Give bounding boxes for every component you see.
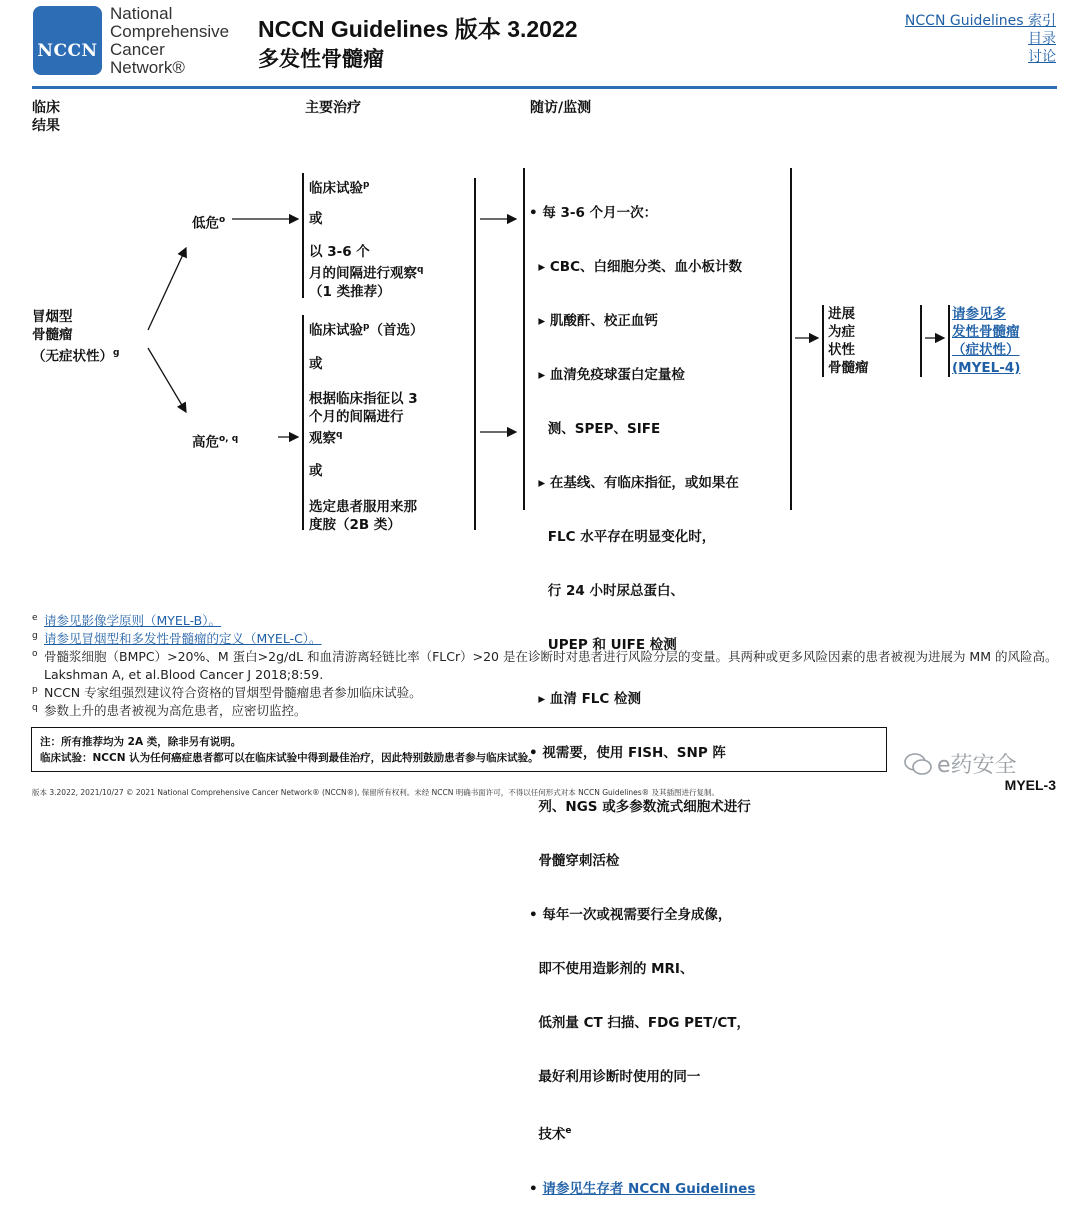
progress-line: 状性 — [828, 342, 855, 358]
column-header-primary: 主要治疗 — [305, 100, 361, 116]
progress-node — [828, 305, 869, 377]
condition-line: 骨髓瘤 — [32, 327, 73, 343]
low-risk-label: 低危 — [192, 215, 219, 232]
org-line: Cancer — [110, 40, 165, 59]
footnote — [32, 612, 1062, 630]
footnote-ref: o — [219, 215, 226, 225]
footnote-ref: g — [113, 348, 120, 358]
or-text: 或 — [309, 356, 323, 372]
progress-line: 为症 — [828, 324, 855, 340]
observe-line: 根据临床指征以 3 — [309, 391, 418, 407]
high-risk-observe — [309, 390, 418, 448]
footnote-ref: e — [565, 1126, 572, 1136]
survivorship-link[interactable]: 请参见生存者 NCCN Guidelines — [542, 1180, 756, 1197]
followup-item: 低剂量 CT 扫描、FDG PET/CT， — [529, 1015, 750, 1031]
bullet: • — [529, 1180, 538, 1197]
followup-item: ▸ 血清 FLC 检测 — [529, 691, 642, 707]
footnote-text: NCCN 专家组强烈建议符合资格的冒烟型骨髓瘤患者参加临床试验。 — [44, 685, 422, 700]
observe-text: 观察 — [309, 430, 336, 447]
observe-line: 以 3-6 个 — [309, 244, 370, 260]
link-line[interactable]: (MYEL-4) — [952, 360, 1021, 376]
footnote-ref: p — [363, 180, 370, 190]
bracket-line — [302, 173, 304, 298]
footnote-text: 参数上升的患者被视为高危患者，应密切监控。 — [44, 703, 307, 718]
followup-item: ▸ 肌酸酐、校正血钙 — [529, 313, 658, 329]
see-myel4-link[interactable] — [952, 305, 1020, 377]
bracket-line — [822, 305, 824, 377]
note-box — [31, 727, 887, 772]
followup-item: • 每年一次或视需要行全身成像， — [529, 907, 732, 923]
trial-note: （首选） — [369, 322, 424, 339]
followup-item: FLC 水平存在明显变化时， — [529, 529, 716, 545]
page-title: NCCN Guidelines 版本 3.2022 — [258, 16, 578, 42]
column-header-line: 结果 — [32, 118, 60, 134]
footnote-mark: e — [32, 613, 38, 623]
org-line: National — [110, 4, 173, 23]
followup-item: UPEP 和 UIFE 检测 — [529, 637, 677, 653]
lenalidomide-line: 度胺（2B 类） — [309, 517, 401, 533]
trial-text: 临床试验 — [309, 322, 363, 339]
bracket-line — [523, 168, 525, 510]
footnote-link[interactable]: 请参见影像学原则（MYEL-B）。 — [44, 613, 221, 628]
footnote-ref: q — [417, 265, 424, 275]
column-header-line: 临床 — [32, 100, 60, 116]
footnote-link[interactable]: 请参见冒烟型和多发性骨髓瘤的定义（MYEL-C）。 — [44, 631, 322, 646]
bracket-line — [948, 305, 950, 377]
footnote — [32, 684, 1062, 702]
footnote-text: 骨髓浆细胞（BMPC）>20%、M 蛋白>2g/dL 和血清游离轻链比率（FLCr）>20 是在诊断时对患者进行风险分层的变量。具两种或更多风险因素的患者被视为进展为 MM 的风险高。Lakshman A, et al.Blood Cancer J 2018;8:59. — [44, 649, 1058, 682]
followup-item: 测、SPEP、SIFE — [529, 421, 661, 437]
copyright: 版本 3.2022, 2021/10/27 © 2021 National Comprehensive Cancer Network® (NCCN®), 保留所有权利。未经 NCCN 明确书面许可，不得以任何形式对本 NCCN Guidelines® 及其插图进行复制。 — [32, 788, 720, 797]
condition-text: （无症状性） — [32, 348, 113, 365]
note-line: 注：所有推荐均为 2A 类，除非另有说明。 — [40, 736, 242, 748]
bracket-line — [790, 168, 792, 510]
footnote-mark: q — [32, 703, 38, 713]
followup-item: 最好利用诊断时使用的同一 — [529, 1069, 701, 1085]
footnotes — [32, 612, 1062, 720]
followup-link-item — [529, 1180, 755, 1198]
high-risk-label: 高危 — [192, 434, 219, 451]
observe-line — [309, 426, 418, 448]
column-header-followup: 随访/监测 — [530, 100, 592, 116]
bracket-line — [302, 315, 304, 530]
progress-line: 进展 — [828, 306, 855, 322]
followup-item: 行 24 小时尿总蛋白、 — [529, 583, 684, 599]
footnote-mark: o — [32, 649, 38, 659]
high-risk-node — [192, 430, 238, 452]
wechat-icon — [903, 751, 933, 777]
org-line: Comprehensive — [110, 22, 230, 41]
footnote-ref: o, q — [219, 434, 239, 444]
footnote-mark: p — [32, 685, 38, 695]
footnote — [32, 648, 1062, 684]
observe-line: 个月的间隔进行 — [309, 409, 404, 425]
watermark — [903, 748, 1017, 779]
followup-item: • 视需要，使用 FISH、SNP 阵 — [529, 745, 726, 761]
link-line[interactable]: 发性骨髓瘤 — [952, 324, 1020, 340]
low-risk-observe — [309, 243, 423, 301]
followup-item: ▸ 在基线、有临床指征，或如果在 — [529, 475, 739, 491]
followup-item: • 每 3-6 个月一次： — [529, 205, 658, 221]
link-line[interactable]: 请参见多 — [952, 306, 1006, 322]
or-text: 或 — [309, 211, 323, 227]
footnote — [32, 702, 1062, 720]
page-subtitle: 多发性骨髓瘤 — [258, 47, 384, 71]
bracket-line — [920, 305, 922, 377]
followup-item: 即不使用造影剂的 MRI、 — [529, 961, 694, 977]
condition-line: 冒烟型 — [32, 309, 73, 325]
followup-item: ▸ CBC、白细胞分类、血小板计数 — [529, 259, 742, 275]
followup-item: 列、NGS 或多参数流式细胞术进行 — [529, 799, 751, 815]
watermark-text: e药安全 — [937, 753, 1017, 778]
footnote-mark: g — [32, 631, 38, 641]
high-risk-trial — [309, 318, 423, 340]
followup-item — [529, 1122, 755, 1144]
followup-item: 骨髓穿刺活检 — [529, 853, 620, 869]
condition-line — [32, 344, 119, 366]
observe-text: 月的间隔进行观察 — [309, 265, 417, 282]
low-risk-trial — [309, 176, 369, 198]
followup-item: ▸ 血清免疫球蛋白定量检 — [529, 367, 685, 383]
condition-node — [32, 308, 119, 366]
progress-line: 骨髓瘤 — [828, 360, 869, 376]
trial-text: 临床试验 — [309, 180, 363, 197]
lenalidomide-option — [309, 498, 417, 534]
footnote-ref: q — [336, 430, 343, 440]
low-risk-node — [192, 211, 225, 233]
org-line: Network® — [110, 58, 185, 77]
note-line: 临床试验：NCCN 认为任何癌症患者都可以在临床试验中得到最佳治疗，因此特别鼓励患者参与临床试验。 — [40, 752, 539, 764]
footnote-ref: p — [363, 322, 370, 332]
nav-link-contents[interactable]: 目录 — [1028, 31, 1056, 47]
or-text: 或 — [309, 463, 323, 479]
logo-text: NCCN — [37, 41, 98, 61]
followup-text: 技术 — [529, 1126, 566, 1143]
nav-link-index[interactable]: NCCN Guidelines 索引 — [904, 13, 1056, 29]
footnote — [32, 630, 1062, 648]
observe-line: （1 类推荐） — [309, 283, 391, 300]
observe-line — [309, 261, 423, 283]
link-line[interactable]: （症状性） — [952, 342, 1020, 358]
page-code: MYEL-3 — [1004, 777, 1056, 793]
lenalidomide-line: 选定患者服用来那 — [309, 499, 417, 515]
nav-link-discussion[interactable]: 讨论 — [1028, 49, 1056, 65]
bracket-line — [474, 178, 476, 530]
